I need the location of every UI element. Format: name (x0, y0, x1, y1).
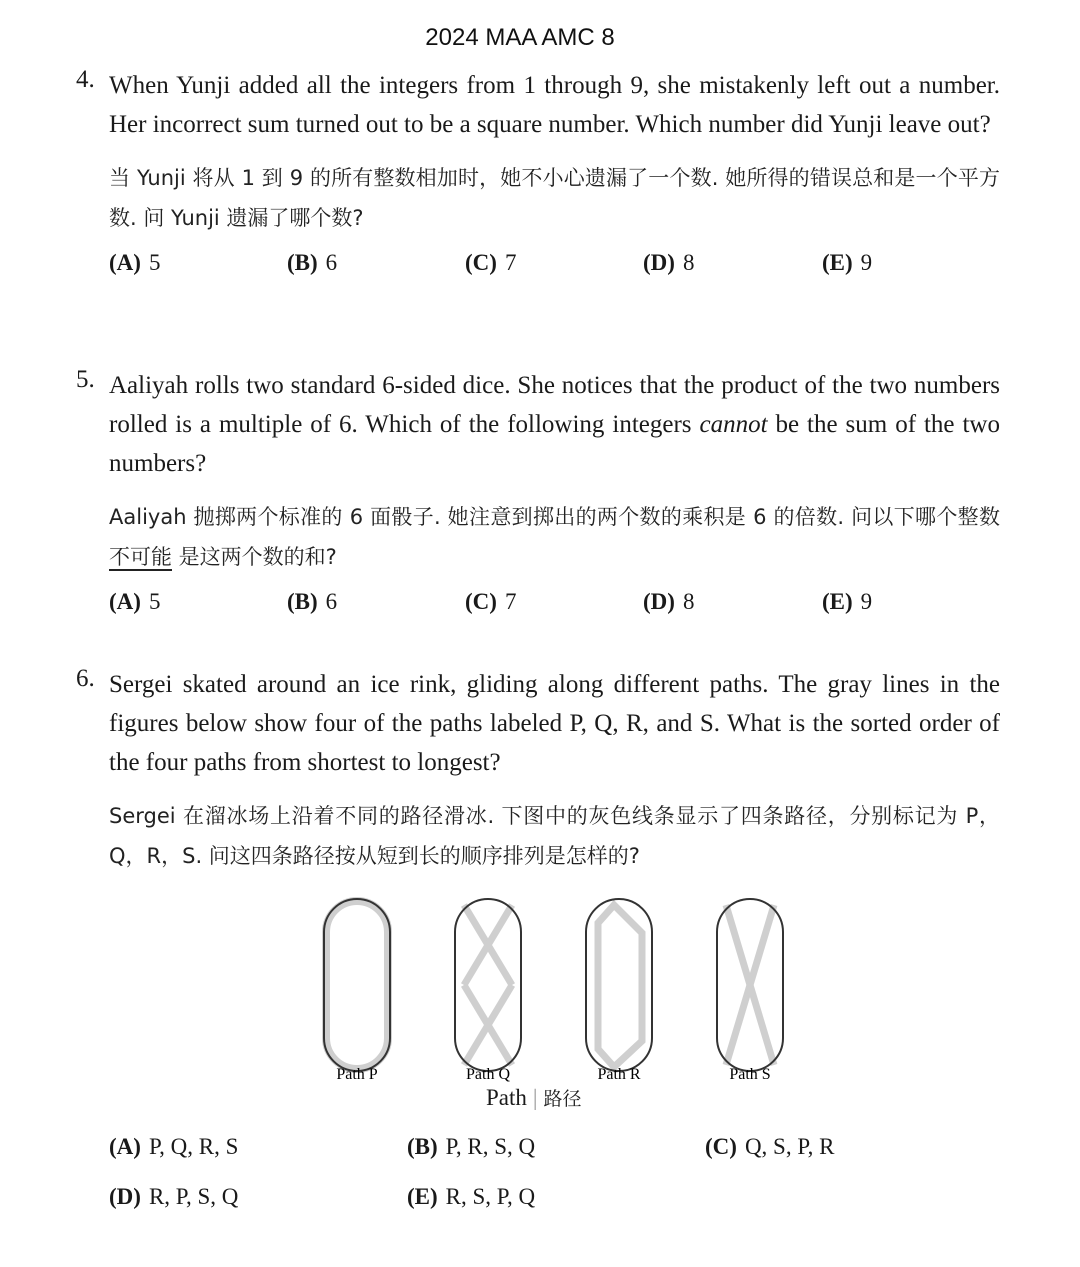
choice-a[interactable]: (A) 5 (109, 250, 161, 275)
choice-c[interactable]: (C) Q, S, P, R (705, 1134, 835, 1159)
path-s-rink (717, 899, 783, 1071)
answer-choices-6 (109, 1134, 989, 1234)
problem-text-chinese: Aaliyah 抛掷两个标准的 6 面骰子. 她注意到掷出的两个数的乘积是 6 的倍数. 问以下哪个整数 不可能 是这两个数的和? (109, 505, 1000, 569)
problem-text: Aaliyah rolls two standard 6-sided dice. She notices that the product of the two numbers rolled is a multiple of 6. Which of the following integers cannot be the sum of the two numbers? (109, 372, 1000, 477)
problem-text-chinese: 当 Yunji 将从 1 到 9 的所有整数相加时，她不小心遗漏了一个数. 她所得的错误总和是一个平方数. 问 Yunji 遗漏了哪个数? (109, 166, 1000, 230)
choice-d[interactable]: (D) 8 (643, 589, 695, 614)
problem-4 (76, 66, 1000, 290)
path-q-rink (455, 899, 521, 1071)
path-r-rink (586, 899, 652, 1071)
choice-c[interactable]: (C) 7 (465, 250, 517, 275)
label-path-p: Path P (336, 1066, 378, 1083)
choice-e[interactable]: (E) 9 (822, 250, 873, 275)
problem-number: 5. (76, 366, 95, 393)
emphasis-cannot: cannot (699, 411, 768, 438)
choice-e[interactable]: (E) R, S, P, Q (407, 1184, 536, 1209)
problem-6 (76, 665, 1000, 876)
choice-a[interactable]: (A) P, Q, R, S (109, 1134, 239, 1159)
problem-number: 6. (76, 665, 95, 692)
path-p-rink (324, 899, 390, 1071)
label-path-s: Path S (729, 1066, 771, 1083)
answer-choices (109, 250, 1000, 290)
figure-caption: Path | 路径 (486, 1085, 582, 1110)
problem-text: When Yunji added all the integers from 1 through 9, she mistakenly left out a number. Her incorrect sum turned out to be a square number. Which number did Yunji leave out? (109, 72, 1000, 138)
label-path-r: Path R (597, 1066, 641, 1083)
choice-d[interactable]: (D) 8 (643, 250, 695, 275)
choice-c[interactable]: (C) 7 (465, 589, 517, 614)
choice-e[interactable]: (E) 9 (822, 589, 873, 614)
problem-number: 4. (76, 66, 95, 93)
problem-text-chinese: Sergei 在溜冰场上沿着不同的路径滑冰. 下图中的灰色线条显示了四条路径，分别标记为 P，Q，R，S. 问这四条路径按从短到长的顺序排列是怎样的? (109, 804, 1000, 868)
choice-b[interactable]: (B) 6 (287, 589, 338, 614)
answer-choices (109, 589, 1000, 629)
problem-text: Sergei skated around an ice rink, gliding along different paths. The gray lines in the figures below show four of the paths labeled P, Q, R, and S. What is the sorted order of the four paths from shortest to longest? (109, 671, 1000, 776)
emphasis-underline: 不可能 (109, 545, 172, 569)
label-path-q: Path Q (466, 1066, 510, 1083)
choice-b[interactable]: (B) 6 (287, 250, 338, 275)
choice-b[interactable]: (B) P, R, S, Q (407, 1134, 536, 1159)
choice-d[interactable]: (D) R, P, S, Q (109, 1184, 239, 1209)
choice-a[interactable]: (A) 5 (109, 589, 161, 614)
page-header: 2024 MAA AMC 8 (425, 24, 615, 51)
problem-5 (76, 366, 1000, 629)
